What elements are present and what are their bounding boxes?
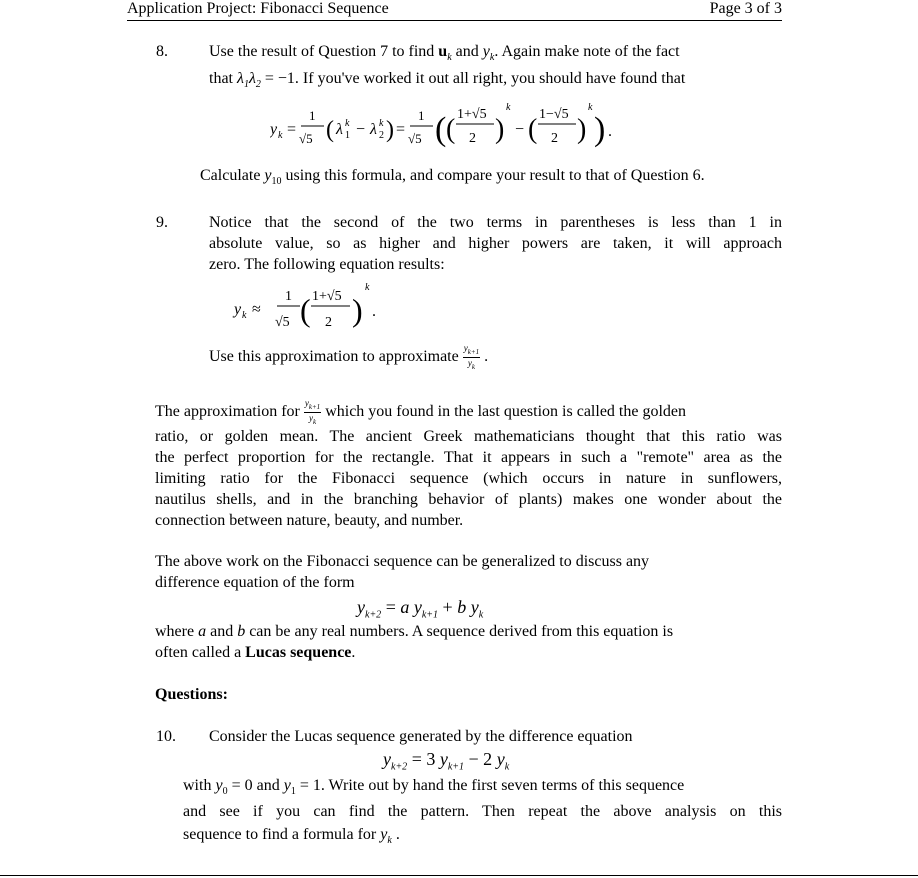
svg-text:.: .: [608, 123, 612, 140]
svg-text:1: 1: [418, 108, 425, 123]
svg-text:k: k: [242, 310, 247, 321]
q10-number: 10.: [156, 728, 176, 745]
ratio-fraction: $\frac{y_{k+1}}{y_k}$: [463, 343, 480, 371]
svg-text:(: (: [446, 114, 456, 145]
para1-line2: ratio, or golden mean. The ancient Greek mathematicians thought that this ratio was: [155, 428, 782, 445]
q8-formula: [270, 96, 650, 160]
svg-text:): ): [386, 117, 394, 143]
svg-text:(: (: [435, 111, 447, 148]
para2-line2: difference equation of the form: [155, 574, 355, 591]
svg-text:k: k: [345, 118, 350, 129]
para1-line4: limiting ratio for the Fibonacci sequence (which occurs in nature in sunflowers,: [155, 470, 782, 487]
svg-text:−: −: [356, 121, 366, 138]
svg-text:1+√5: 1+√5: [457, 107, 487, 122]
q10-line1: Consider the Lucas sequence generated by the difference equation: [209, 728, 633, 745]
q9-number: 9.: [156, 214, 168, 231]
page-bottom-rule: [0, 875, 918, 876]
para1-line5: nautilus shells, and in the branching behavior of plants) makes one wonder about the: [155, 491, 782, 508]
svg-text:1−√5: 1−√5: [539, 107, 569, 122]
svg-text:1: 1: [345, 130, 350, 141]
q10-line5: sequence to find a formula for $y_k$ .: [183, 826, 400, 847]
q10-line3: with $y_0 = 0$ and $y_1 = 1$. Write out by hand the first seven terms of this sequence: [183, 777, 685, 798]
para1-line3: the perfect proportion for the rectangle. That it appears in such a "remote" area as the: [155, 449, 782, 466]
svg-text:≈: ≈: [252, 301, 261, 318]
svg-text:): ): [577, 114, 587, 145]
svg-text:k: k: [588, 102, 593, 113]
page-number: Page 3 of 3: [709, 0, 782, 17]
svg-text:λ: λ: [336, 121, 343, 138]
q9-formula: [232, 278, 402, 338]
para1-line6: connection between nature, beauty, and number.: [155, 512, 464, 529]
svg-text:k: k: [278, 130, 283, 141]
q9-line3: zero. The following equation results:: [209, 256, 445, 273]
lucas-equation: $y_{k+2} = a$ $y_{k+1} + b$ $y_k$: [357, 597, 484, 621]
svg-text:k: k: [506, 102, 511, 113]
svg-text:1+√5: 1+√5: [312, 289, 342, 304]
svg-text:λ: λ: [370, 121, 377, 138]
para2-line1: The above work on the Fibonacci sequence can be generalized to discuss any: [155, 553, 650, 570]
q10-equation: $y_{k+2} = 3$ $y_{k+1} - 2$ $y_k$: [383, 749, 510, 773]
q8-line3: Calculate $y_{10}$ using this formula, and compare your result to that of Question 6.: [200, 167, 705, 188]
svg-text:(: (: [326, 117, 334, 143]
svg-text:√5: √5: [275, 315, 290, 330]
q8-number: 8.: [156, 43, 168, 60]
para2-line3: where a and b can be any real numbers. A sequence derived from this equation is: [155, 623, 674, 640]
svg-text:): ): [594, 111, 606, 148]
svg-text:√5: √5: [408, 131, 422, 146]
q9-line1: Notice that the second of the two terms in parentheses is less than 1 in: [209, 214, 782, 231]
para2-line4: often called a Lucas sequence.: [155, 644, 356, 661]
ratio-fraction-inline: $\frac{y_{k+1}}{y_k}$: [304, 398, 321, 426]
svg-text:k: k: [379, 118, 384, 129]
q8-line2: that $\lambda_1\lambda_2 = -1$. If you've worked it out all right, you should have found that: [209, 70, 686, 91]
svg-text:y: y: [270, 121, 278, 138]
svg-text:k: k: [365, 282, 370, 293]
svg-text:1: 1: [285, 289, 292, 304]
svg-text:): ): [495, 114, 505, 145]
q9-line4: Use this approximation to approximate $\frac{y_{k+1}}{y_k}$ .: [209, 343, 489, 371]
svg-text:2: 2: [469, 131, 476, 146]
svg-text:.: .: [372, 303, 376, 320]
svg-text:=: =: [287, 121, 297, 138]
svg-text:=: =: [396, 121, 406, 138]
questions-heading: Questions:: [155, 686, 228, 703]
svg-text:(: (: [300, 292, 311, 328]
q10-line4: and see if you can find the pattern. Then repeat the above analysis on this: [183, 803, 782, 820]
svg-text:y: y: [234, 301, 242, 318]
svg-text:2: 2: [551, 131, 558, 146]
svg-text:2: 2: [379, 130, 384, 141]
page-header: [127, 0, 782, 21]
q9-line2: absolute value, so as higher and higher powers are taken, it will approach: [209, 235, 782, 252]
document-title: Application Project: Fibonacci Sequence: [127, 0, 389, 17]
svg-text:1: 1: [309, 108, 316, 123]
svg-text:(: (: [528, 114, 538, 145]
svg-text:√5: √5: [299, 131, 313, 146]
svg-text:): ): [352, 292, 363, 328]
para1-line1: The approximation for $\frac{y_{k+1}}{y_k}$ which you found in the last question is called the golden: [155, 398, 687, 426]
svg-text:−: −: [515, 121, 525, 138]
svg-text:2: 2: [325, 315, 332, 330]
q8-line1: Use the result of Question 7 to find $u_k$ and $y_k$. Again make note of the fact: [209, 43, 680, 64]
